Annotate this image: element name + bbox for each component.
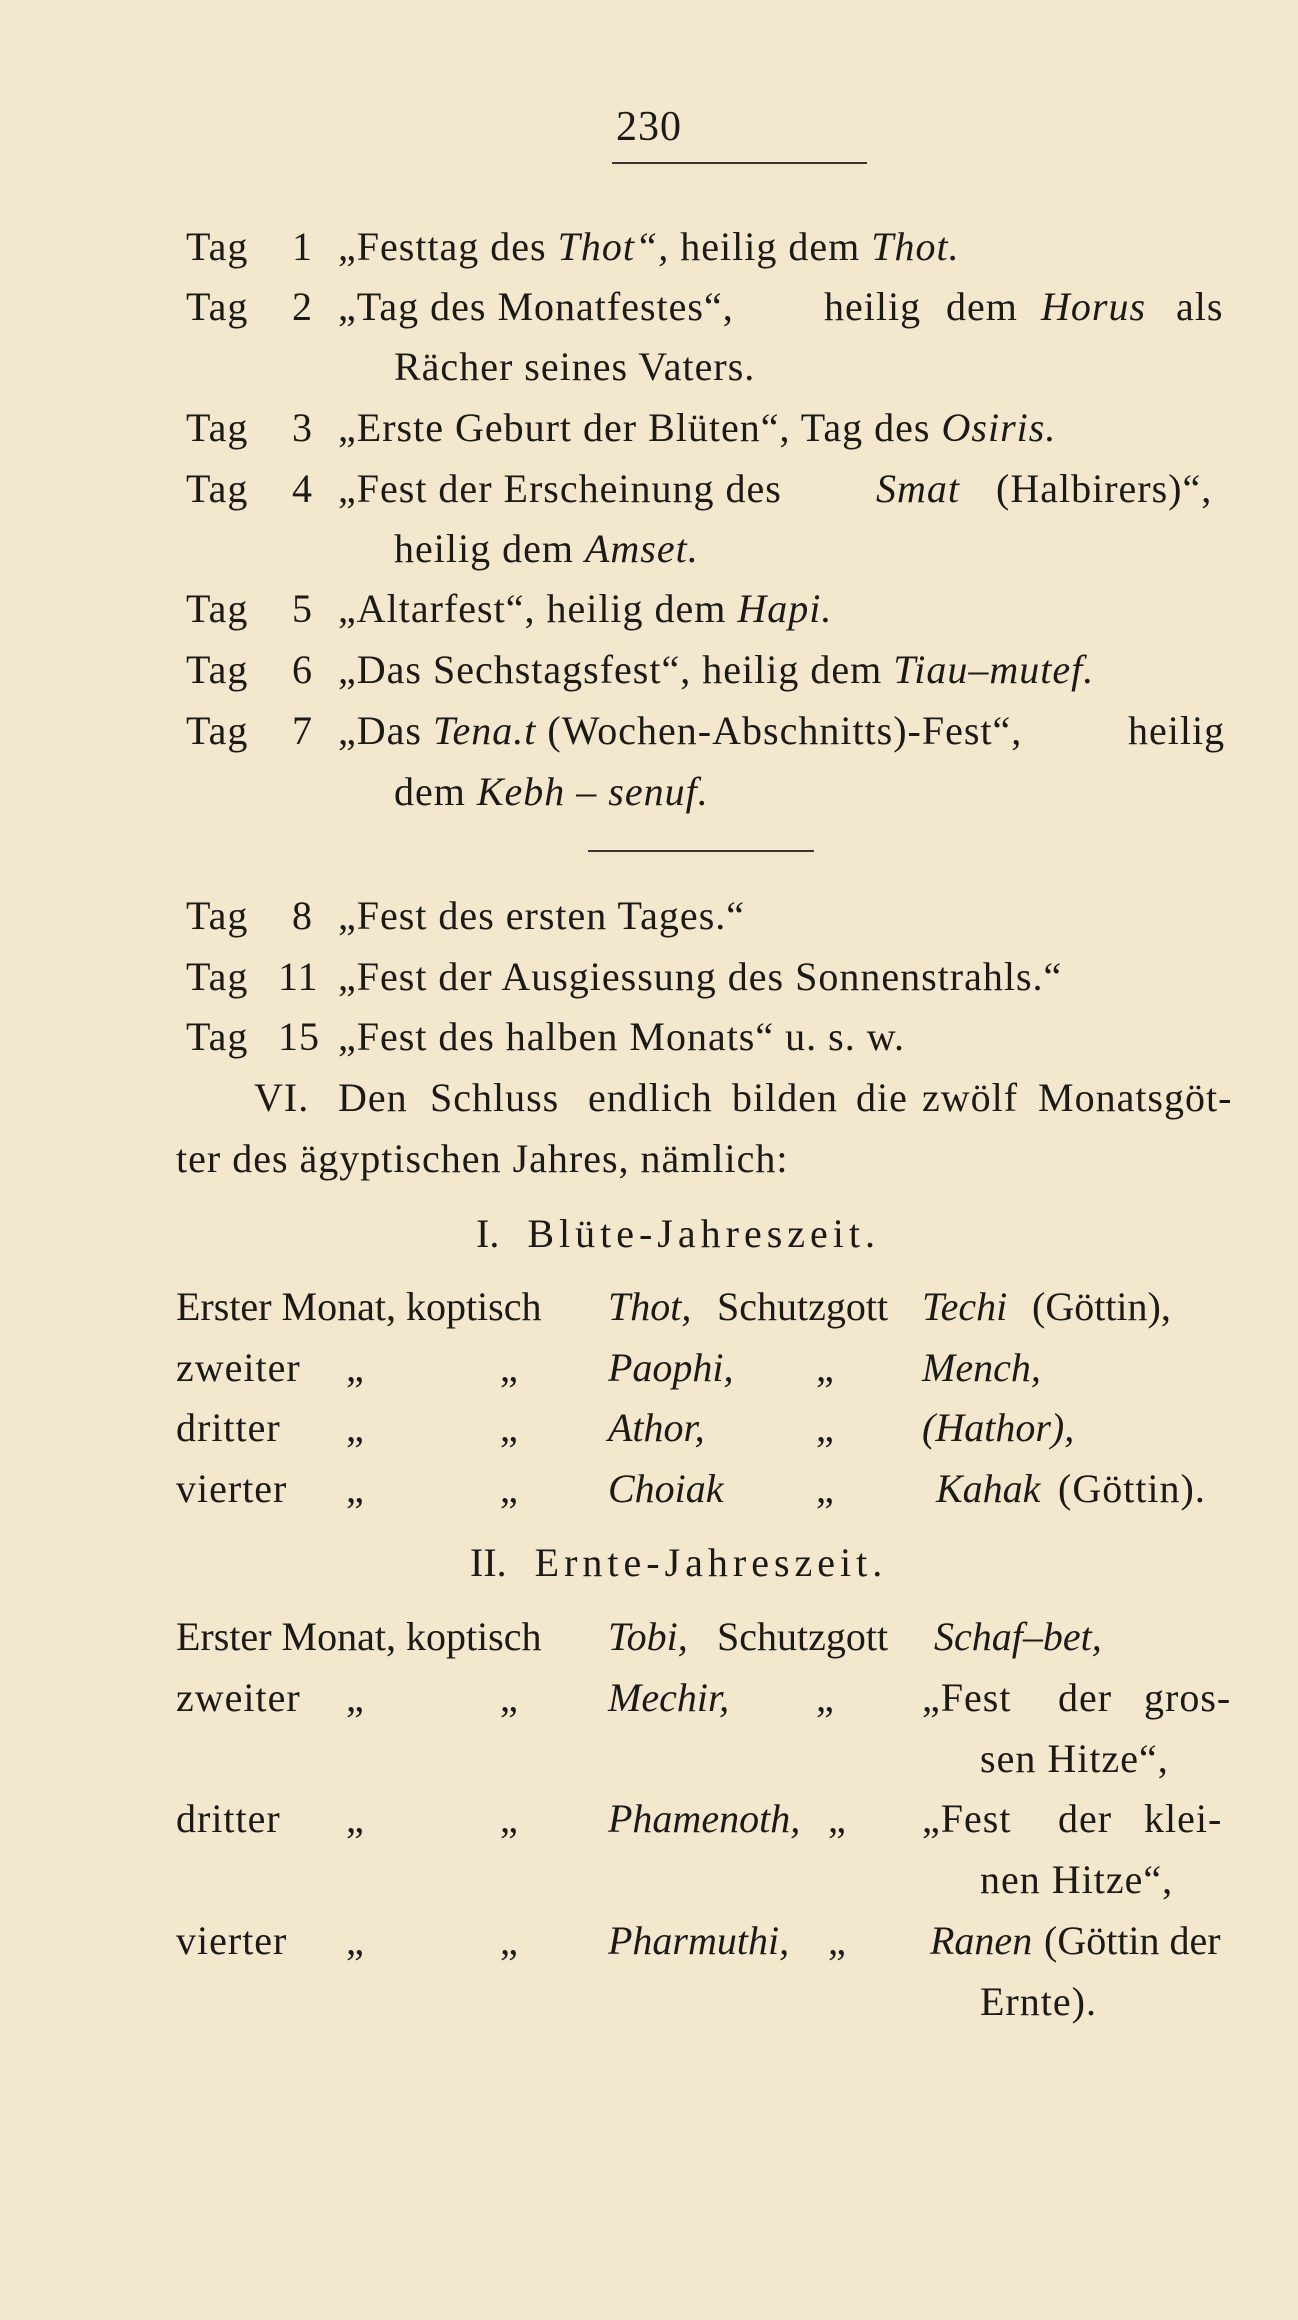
paragraph-word: endlich bbox=[588, 1075, 713, 1120]
month-row-cont: sen Hitze“, bbox=[980, 1736, 1169, 1781]
paragraph-word: die bbox=[856, 1075, 908, 1120]
month-ordinal: Erster Monat, koptisch bbox=[176, 1614, 542, 1659]
tag-text: heilig bbox=[1128, 708, 1226, 753]
festival-name: klei- bbox=[1144, 1796, 1223, 1841]
coptic-month: Phamenoth, bbox=[608, 1796, 801, 1841]
ditto-mark: „ bbox=[500, 1675, 518, 1720]
tag-number: 2 bbox=[292, 284, 313, 329]
tag-text: „Das Sechstagsfest“, heilig dem bbox=[338, 647, 894, 692]
deity-note: (Göttin der bbox=[1044, 1918, 1221, 1963]
section-title: Ernte-Jahreszeit. bbox=[534, 1540, 888, 1585]
deity-name: Hapi. bbox=[737, 586, 833, 631]
month-ordinal: zweiter bbox=[176, 1345, 301, 1390]
tag-text: „Festtag des bbox=[338, 224, 558, 269]
tag-text: „Tag des Monatfestes“, bbox=[338, 284, 734, 329]
deity-name: (Hathor), bbox=[922, 1405, 1075, 1450]
tag-text: (Wochen-Abschnitts)-Fest“, bbox=[536, 708, 1023, 753]
deity-name: Tiau–mutef. bbox=[893, 647, 1095, 692]
deity-name: Ranen bbox=[930, 1918, 1033, 1963]
month-ordinal: Erster Monat, koptisch bbox=[176, 1284, 542, 1329]
deity-name: Amset. bbox=[584, 526, 699, 571]
festival-name: gros- bbox=[1144, 1675, 1232, 1720]
tag-label: Tag bbox=[186, 586, 249, 631]
coptic-month: Mechir, bbox=[608, 1675, 730, 1720]
tag-number: 8 bbox=[292, 893, 313, 938]
tag-number: 5 bbox=[292, 586, 313, 631]
deity-name: Schaf–bet, bbox=[934, 1614, 1102, 1659]
section-1-heading bbox=[476, 1209, 880, 1259]
deity-name: Mench, bbox=[922, 1345, 1041, 1390]
coptic-month: Pharmuthi, bbox=[608, 1918, 790, 1963]
tag-label: Tag bbox=[186, 284, 249, 329]
deity-name: Osiris. bbox=[941, 405, 1057, 450]
festival-name: der bbox=[1058, 1796, 1113, 1841]
deity-note: (Göttin), bbox=[1032, 1284, 1171, 1329]
tag-text: heilig bbox=[824, 284, 922, 329]
ditto-mark: „ bbox=[500, 1466, 518, 1511]
tag-label: Tag bbox=[186, 1014, 249, 1059]
tag-line-7-cont bbox=[394, 767, 709, 817]
tag-number: 7 bbox=[292, 708, 313, 753]
tag-text: dem bbox=[946, 284, 1018, 329]
paragraph-line-2: ter des ägyptischen Jahres, nämlich: bbox=[176, 1136, 789, 1181]
tag-number: 11 bbox=[278, 954, 319, 999]
deity-name: Kebh – senuf. bbox=[476, 769, 709, 814]
coptic-month: Tobi, bbox=[608, 1614, 688, 1659]
tag-number: 1 bbox=[292, 224, 313, 269]
paragraph-word: Monatsgöt- bbox=[1038, 1075, 1233, 1120]
paragraph-word: Schluss bbox=[430, 1075, 560, 1120]
deity-name: Techi bbox=[922, 1284, 1008, 1329]
ditto-mark: „ bbox=[828, 1796, 846, 1841]
deity-name: Thot“, bbox=[557, 224, 670, 269]
tag-text: „Fest der Erscheinung des bbox=[338, 466, 782, 511]
deity-name: Horus bbox=[1041, 284, 1147, 329]
schutzgott-label: Schutzgott bbox=[717, 1614, 889, 1659]
tag-label: Tag bbox=[186, 466, 249, 511]
section-divider bbox=[588, 850, 814, 852]
deity-name: Kahak bbox=[936, 1466, 1041, 1511]
ditto-mark: „ bbox=[816, 1466, 834, 1511]
tag-text: „Altarfest“, heilig dem bbox=[338, 586, 738, 631]
tag-number: 4 bbox=[292, 466, 313, 511]
festival-name: der bbox=[1058, 1675, 1113, 1720]
ditto-mark: „ bbox=[346, 1405, 364, 1450]
tag-text: „Fest der Ausgiessung des Sonnenstrahls.“ bbox=[338, 954, 1063, 999]
tag-label: Tag bbox=[186, 893, 249, 938]
month-row-cont: Ernte). bbox=[980, 1979, 1097, 2024]
tag-number: 6 bbox=[292, 647, 313, 692]
tag-number: 15 bbox=[278, 1014, 320, 1059]
header-rule bbox=[612, 162, 867, 164]
tag-text: als bbox=[1176, 284, 1224, 329]
festival-name: „Fest bbox=[922, 1796, 1012, 1841]
tag-label: Tag bbox=[186, 224, 249, 269]
section-title: Blüte-Jahreszeit. bbox=[527, 1211, 881, 1256]
ditto-mark: „ bbox=[500, 1918, 518, 1963]
paragraph-word: VI. bbox=[254, 1075, 310, 1120]
tag-text: heilig dem bbox=[669, 224, 872, 269]
section-number: I. bbox=[476, 1211, 500, 1256]
paragraph-word: zwölf bbox=[922, 1075, 1019, 1120]
ditto-mark: „ bbox=[346, 1918, 364, 1963]
deity-name: Tena.t bbox=[432, 708, 537, 753]
deity-name: Smat bbox=[876, 466, 960, 511]
tag-line-2-cont: Rächer seines Vaters. bbox=[394, 344, 756, 389]
ditto-mark: „ bbox=[346, 1345, 364, 1390]
tag-text: dem bbox=[394, 769, 477, 814]
tag-number: 3 bbox=[292, 405, 313, 450]
ditto-mark: „ bbox=[346, 1675, 364, 1720]
section-2-heading bbox=[470, 1538, 887, 1588]
ditto-mark: „ bbox=[500, 1796, 518, 1841]
section-number: II. bbox=[470, 1540, 507, 1585]
tag-label: Tag bbox=[186, 647, 249, 692]
paragraph-word: bilden bbox=[732, 1075, 838, 1120]
tag-text: „Fest des ersten Tages.“ bbox=[338, 893, 746, 938]
coptic-month: Choiak bbox=[608, 1466, 724, 1511]
tag-text: „Das bbox=[338, 708, 433, 753]
ditto-mark: „ bbox=[816, 1675, 834, 1720]
coptic-month: Paophi, bbox=[608, 1345, 734, 1390]
tag-label: Tag bbox=[186, 954, 249, 999]
ditto-mark: „ bbox=[346, 1466, 364, 1511]
festival-name: „Fest bbox=[922, 1675, 1012, 1720]
tag-label: Tag bbox=[186, 708, 249, 753]
paragraph-word: Den bbox=[338, 1075, 408, 1120]
ditto-mark: „ bbox=[828, 1918, 846, 1963]
page-number: 230 bbox=[616, 104, 682, 150]
month-ordinal: vierter bbox=[176, 1918, 288, 1963]
tag-line-4-cont bbox=[394, 524, 699, 574]
deity-note: (Göttin). bbox=[1058, 1466, 1206, 1511]
month-row-cont: nen Hitze“, bbox=[980, 1857, 1174, 1902]
coptic-month: Athor, bbox=[608, 1405, 705, 1450]
month-ordinal: zweiter bbox=[176, 1675, 301, 1720]
tag-label: Tag bbox=[186, 405, 249, 450]
ditto-mark: „ bbox=[500, 1345, 518, 1390]
coptic-month: Thot, bbox=[608, 1284, 692, 1329]
deity-name: Thot. bbox=[871, 224, 960, 269]
ditto-mark: „ bbox=[500, 1405, 518, 1450]
ditto-mark: „ bbox=[816, 1345, 834, 1390]
month-ordinal: dritter bbox=[176, 1796, 281, 1841]
tag-text: (Halbirers)“, bbox=[996, 466, 1213, 511]
tag-text: „Fest des halben Monats“ u. s. w. bbox=[338, 1014, 905, 1059]
schutzgott-label: Schutzgott bbox=[717, 1284, 889, 1329]
month-ordinal: vierter bbox=[176, 1466, 288, 1511]
ditto-mark: „ bbox=[346, 1796, 364, 1841]
ditto-mark: „ bbox=[816, 1405, 834, 1450]
tag-text: „Erste Geburt der Blüten“, Tag des bbox=[338, 405, 942, 450]
tag-text: heilig dem bbox=[394, 526, 585, 571]
month-ordinal: dritter bbox=[176, 1405, 281, 1450]
